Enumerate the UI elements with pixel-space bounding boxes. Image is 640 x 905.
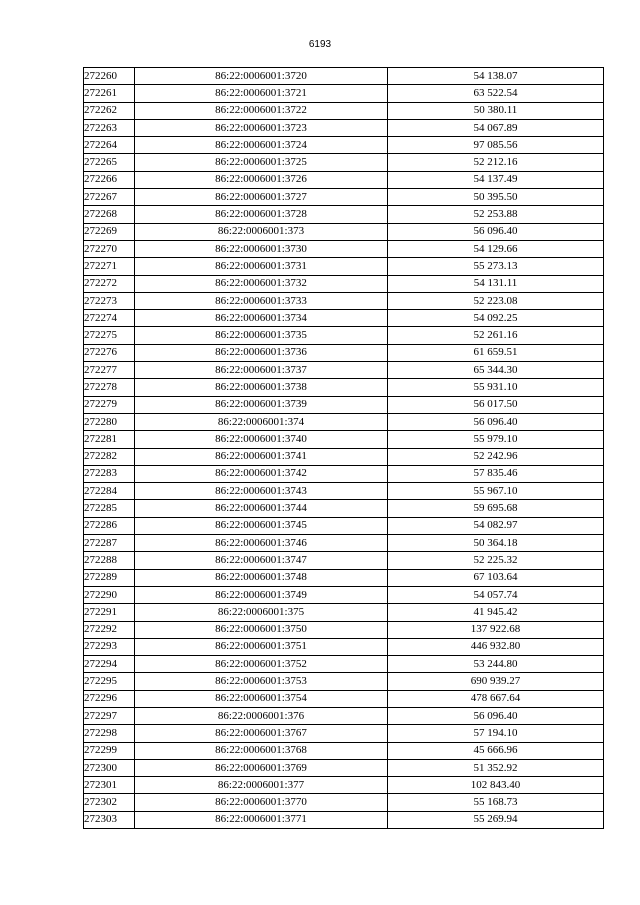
row-number-cell: 272267 <box>84 189 135 206</box>
cadastral-number-cell: 86:22:0006001:3751 <box>135 638 388 655</box>
cadastral-number-cell: 86:22:0006001:3744 <box>135 500 388 517</box>
row-number-cell: 272276 <box>84 344 135 361</box>
value-cell: 52 212.16 <box>388 154 604 171</box>
table-row <box>84 396 604 413</box>
row-number-cell: 272278 <box>84 379 135 396</box>
data-table <box>83 67 604 829</box>
row-number-cell: 272277 <box>84 362 135 379</box>
value-cell: 56 096.40 <box>388 223 604 240</box>
row-number-cell: 272298 <box>84 725 135 742</box>
row-number-cell: 272284 <box>84 483 135 500</box>
value-cell: 55 979.10 <box>388 431 604 448</box>
row-number-cell: 272296 <box>84 690 135 707</box>
value-cell: 55 269.94 <box>388 811 604 828</box>
value-cell: 50 395.50 <box>388 189 604 206</box>
row-number-cell: 272295 <box>84 673 135 690</box>
table-row <box>84 362 604 379</box>
table-row <box>84 725 604 742</box>
value-cell: 63 522.54 <box>388 85 604 102</box>
cadastral-number-cell: 86:22:0006001:3738 <box>135 379 388 396</box>
value-cell: 65 344.30 <box>388 362 604 379</box>
table-row <box>84 500 604 517</box>
table-row <box>84 327 604 344</box>
table-row <box>84 68 604 85</box>
cadastral-number-cell: 86:22:0006001:3743 <box>135 483 388 500</box>
cadastral-number-cell: 86:22:0006001:3722 <box>135 102 388 119</box>
value-cell: 55 168.73 <box>388 794 604 811</box>
cadastral-number-cell: 86:22:0006001:376 <box>135 707 388 724</box>
table-row <box>84 586 604 603</box>
value-cell: 478 667.64 <box>388 690 604 707</box>
cadastral-number-cell: 86:22:0006001:3721 <box>135 85 388 102</box>
cadastral-number-cell: 86:22:0006001:3768 <box>135 742 388 759</box>
value-cell: 52 225.32 <box>388 552 604 569</box>
value-cell: 55 273.13 <box>388 258 604 275</box>
cadastral-number-cell: 86:22:0006001:3727 <box>135 189 388 206</box>
cadastral-number-cell: 86:22:0006001:3753 <box>135 673 388 690</box>
cadastral-number-cell: 86:22:0006001:3724 <box>135 137 388 154</box>
value-cell: 52 253.88 <box>388 206 604 223</box>
table-row <box>84 223 604 240</box>
row-number-cell: 272262 <box>84 102 135 119</box>
value-cell: 446 932.80 <box>388 638 604 655</box>
row-number-cell: 272271 <box>84 258 135 275</box>
value-cell: 61 659.51 <box>388 344 604 361</box>
row-number-cell: 272301 <box>84 777 135 794</box>
row-number-cell: 272279 <box>84 396 135 413</box>
table-row <box>84 292 604 309</box>
value-cell: 52 261.16 <box>388 327 604 344</box>
table-row <box>84 794 604 811</box>
row-number-cell: 272264 <box>84 137 135 154</box>
value-cell: 51 352.92 <box>388 759 604 776</box>
value-cell: 53 244.80 <box>388 656 604 673</box>
row-number-cell: 272282 <box>84 448 135 465</box>
cadastral-number-cell: 86:22:0006001:3754 <box>135 690 388 707</box>
row-number-cell: 272287 <box>84 535 135 552</box>
row-number-cell: 272302 <box>84 794 135 811</box>
table-body <box>84 68 604 829</box>
cadastral-number-cell: 86:22:0006001:373 <box>135 223 388 240</box>
table-row <box>84 604 604 621</box>
row-number-cell: 272299 <box>84 742 135 759</box>
table-row <box>84 742 604 759</box>
value-cell: 52 242.96 <box>388 448 604 465</box>
cadastral-number-cell: 86:22:0006001:3771 <box>135 811 388 828</box>
cadastral-number-cell: 86:22:0006001:3735 <box>135 327 388 344</box>
value-cell: 102 843.40 <box>388 777 604 794</box>
table-row <box>84 102 604 119</box>
table-row <box>84 759 604 776</box>
cadastral-number-cell: 86:22:0006001:3746 <box>135 535 388 552</box>
row-number-cell: 272300 <box>84 759 135 776</box>
value-cell: 54 092.25 <box>388 310 604 327</box>
cadastral-number-cell: 86:22:0006001:3733 <box>135 292 388 309</box>
value-cell: 67 103.64 <box>388 569 604 586</box>
row-number-cell: 272269 <box>84 223 135 240</box>
table-row <box>84 638 604 655</box>
table-row <box>84 431 604 448</box>
value-cell: 55 931.10 <box>388 379 604 396</box>
row-number-cell: 272270 <box>84 240 135 257</box>
table-row <box>84 448 604 465</box>
table-row <box>84 137 604 154</box>
table-row <box>84 206 604 223</box>
value-cell: 57 835.46 <box>388 465 604 482</box>
table-row <box>84 569 604 586</box>
table-row <box>84 811 604 828</box>
value-cell: 45 666.96 <box>388 742 604 759</box>
cadastral-number-cell: 86:22:0006001:3767 <box>135 725 388 742</box>
row-number-cell: 272293 <box>84 638 135 655</box>
table-row <box>84 154 604 171</box>
cadastral-number-cell: 86:22:0006001:3720 <box>135 68 388 85</box>
value-cell: 137 922.68 <box>388 621 604 638</box>
table-row <box>84 379 604 396</box>
row-number-cell: 272291 <box>84 604 135 621</box>
cadastral-number-cell: 86:22:0006001:3770 <box>135 794 388 811</box>
table-row <box>84 707 604 724</box>
table-row <box>84 552 604 569</box>
row-number-cell: 272288 <box>84 552 135 569</box>
cadastral-number-cell: 86:22:0006001:3737 <box>135 362 388 379</box>
row-number-cell: 272281 <box>84 431 135 448</box>
value-cell: 54 082.97 <box>388 517 604 534</box>
row-number-cell: 272265 <box>84 154 135 171</box>
cadastral-number-cell: 86:22:0006001:3741 <box>135 448 388 465</box>
value-cell: 54 137.49 <box>388 171 604 188</box>
value-cell: 54 067.89 <box>388 119 604 136</box>
table-row <box>84 119 604 136</box>
row-number-cell: 272292 <box>84 621 135 638</box>
cadastral-number-cell: 86:22:0006001:3747 <box>135 552 388 569</box>
table-row <box>84 483 604 500</box>
row-number-cell: 272273 <box>84 292 135 309</box>
cadastral-number-cell: 86:22:0006001:3732 <box>135 275 388 292</box>
cadastral-number-cell: 86:22:0006001:3726 <box>135 171 388 188</box>
value-cell: 56 017.50 <box>388 396 604 413</box>
row-number-cell: 272261 <box>84 85 135 102</box>
cadastral-number-cell: 86:22:0006001:3742 <box>135 465 388 482</box>
table-row <box>84 171 604 188</box>
value-cell: 55 967.10 <box>388 483 604 500</box>
value-cell: 50 364.18 <box>388 535 604 552</box>
cadastral-number-cell: 86:22:0006001:3745 <box>135 517 388 534</box>
table-row <box>84 240 604 257</box>
value-cell: 56 096.40 <box>388 413 604 430</box>
table-row <box>84 465 604 482</box>
row-number-cell: 272285 <box>84 500 135 517</box>
row-number-cell: 272274 <box>84 310 135 327</box>
value-cell: 54 131.11 <box>388 275 604 292</box>
value-cell: 50 380.11 <box>388 102 604 119</box>
cadastral-number-cell: 86:22:0006001:3725 <box>135 154 388 171</box>
table-row <box>84 310 604 327</box>
value-cell: 52 223.08 <box>388 292 604 309</box>
cadastral-number-cell: 86:22:0006001:3769 <box>135 759 388 776</box>
table-row <box>84 656 604 673</box>
value-cell: 56 096.40 <box>388 707 604 724</box>
table-row <box>84 344 604 361</box>
value-cell: 57 194.10 <box>388 725 604 742</box>
table-row <box>84 85 604 102</box>
cadastral-number-cell: 86:22:0006001:3730 <box>135 240 388 257</box>
row-number-cell: 272286 <box>84 517 135 534</box>
value-cell: 41 945.42 <box>388 604 604 621</box>
row-number-cell: 272297 <box>84 707 135 724</box>
cadastral-number-cell: 86:22:0006001:3739 <box>135 396 388 413</box>
cadastral-number-cell: 86:22:0006001:3748 <box>135 569 388 586</box>
row-number-cell: 272289 <box>84 569 135 586</box>
cadastral-number-cell: 86:22:0006001:377 <box>135 777 388 794</box>
table-row <box>84 535 604 552</box>
table-row <box>84 621 604 638</box>
value-cell: 97 085.56 <box>388 137 604 154</box>
table-row <box>84 258 604 275</box>
row-number-cell: 272283 <box>84 465 135 482</box>
table-row <box>84 517 604 534</box>
cadastral-number-cell: 86:22:0006001:3731 <box>135 258 388 275</box>
row-number-cell: 272272 <box>84 275 135 292</box>
row-number-cell: 272280 <box>84 413 135 430</box>
cadastral-number-cell: 86:22:0006001:3723 <box>135 119 388 136</box>
value-cell: 59 695.68 <box>388 500 604 517</box>
cadastral-number-cell: 86:22:0006001:3752 <box>135 656 388 673</box>
table-row <box>84 673 604 690</box>
table-row <box>84 777 604 794</box>
row-number-cell: 272266 <box>84 171 135 188</box>
row-number-cell: 272260 <box>84 68 135 85</box>
row-number-cell: 272263 <box>84 119 135 136</box>
value-cell: 54 138.07 <box>388 68 604 85</box>
value-cell: 54 129.66 <box>388 240 604 257</box>
value-cell: 690 939.27 <box>388 673 604 690</box>
value-cell: 54 057.74 <box>388 586 604 603</box>
table-row <box>84 189 604 206</box>
row-number-cell: 272303 <box>84 811 135 828</box>
row-number-cell: 272268 <box>84 206 135 223</box>
row-number-cell: 272290 <box>84 586 135 603</box>
row-number-cell: 272294 <box>84 656 135 673</box>
row-number-cell: 272275 <box>84 327 135 344</box>
table-row <box>84 275 604 292</box>
cadastral-number-cell: 86:22:0006001:375 <box>135 604 388 621</box>
cadastral-number-cell: 86:22:0006001:3736 <box>135 344 388 361</box>
cadastral-number-cell: 86:22:0006001:3750 <box>135 621 388 638</box>
cadastral-number-cell: 86:22:0006001:3734 <box>135 310 388 327</box>
cadastral-number-cell: 86:22:0006001:374 <box>135 413 388 430</box>
cadastral-number-cell: 86:22:0006001:3740 <box>135 431 388 448</box>
page-number: 6193 <box>308 39 332 50</box>
cadastral-number-cell: 86:22:0006001:3749 <box>135 586 388 603</box>
cadastral-number-cell: 86:22:0006001:3728 <box>135 206 388 223</box>
table-row <box>84 413 604 430</box>
table-row <box>84 690 604 707</box>
